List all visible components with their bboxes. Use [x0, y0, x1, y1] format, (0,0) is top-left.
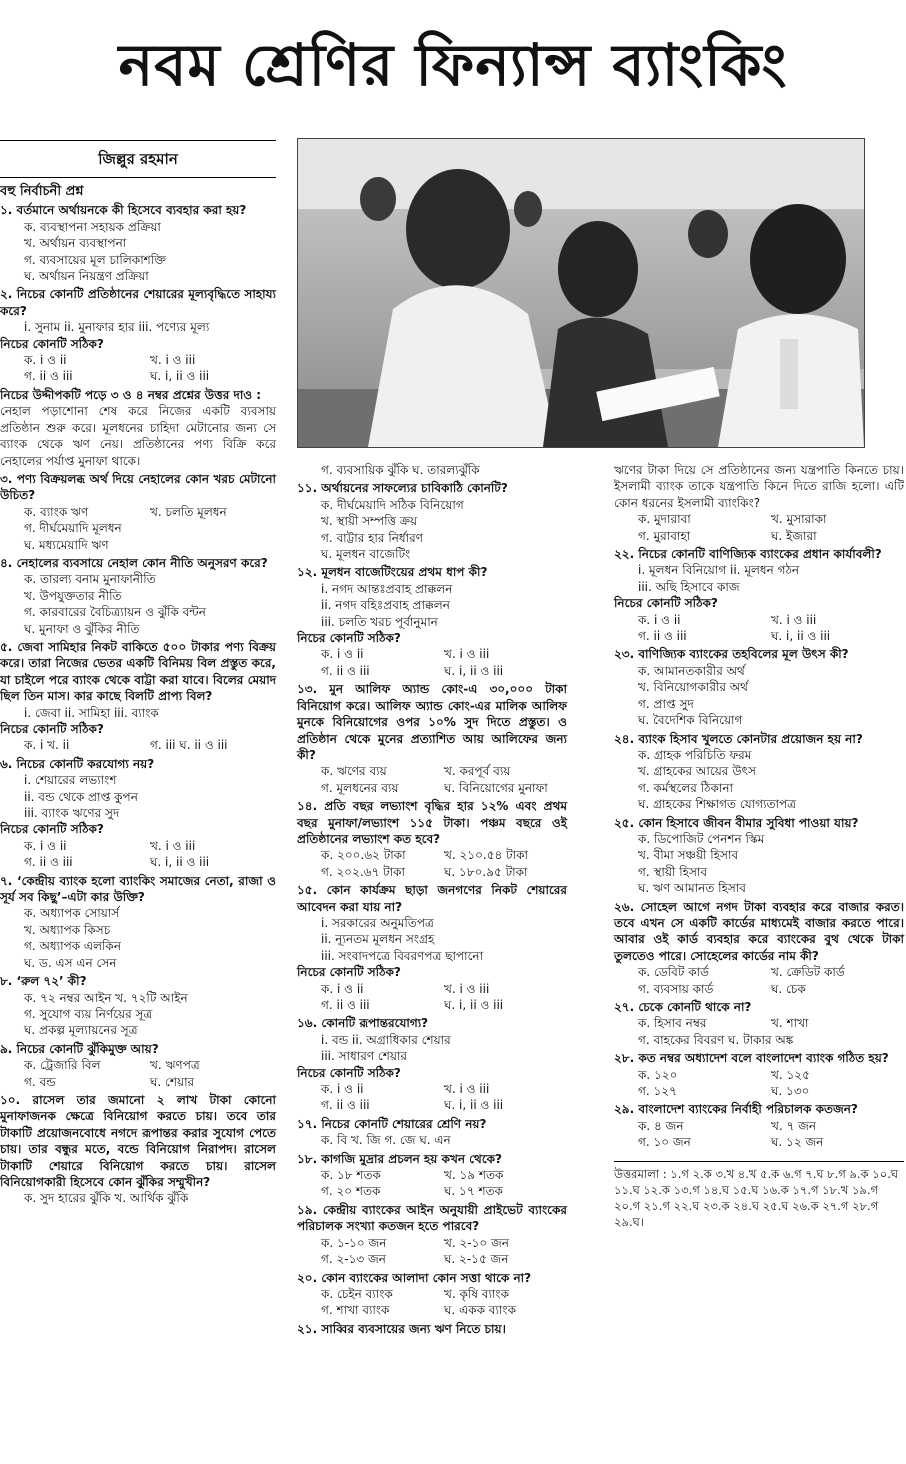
option-row — [297, 1302, 567, 1318]
option: খ. চলতি মূলধন — [150, 504, 227, 519]
question-text: ১৯. কেন্দ্রীয় ব্যাংকের আইন অনুযায়ী প্রাইভেট ব্যাংকের পরিচালক সংখ্যা কতজন হতে পারবে? — [297, 1202, 567, 1234]
option: ঘ. চেক — [771, 981, 806, 996]
question-block — [297, 1321, 567, 1337]
option: ঘ. বৈদেশিক বিনিয়োগ — [638, 713, 743, 728]
option-row — [614, 528, 904, 544]
question-prompt: নিচের কোনটি সঠিক? — [0, 822, 104, 837]
option: ক. i ও ii — [638, 612, 681, 627]
statement: i. মূলধন বিনিয়োগ ii. মূলধন গঠন — [638, 563, 800, 578]
question-text: ৪. নেহালের ব্যবসায়ে নেহাল কোন নীতি অনুসরণ করে? — [0, 555, 268, 570]
statement: i. সুনাম ii. মুনাফার হার iii. পণ্যের মূল্য — [24, 320, 210, 335]
option: ক. ৪ জন — [638, 1118, 684, 1133]
question-block — [297, 480, 567, 562]
option-row — [297, 1167, 567, 1183]
option-row — [614, 511, 904, 527]
statement: iii. সাধারণ শেয়ার — [321, 1049, 408, 1064]
question-block — [297, 1202, 567, 1268]
option: ঘ. i, ii ও iii — [444, 1098, 504, 1113]
option: গ. ব্যবসায়ের মূল চালিকাশক্তি — [24, 252, 166, 267]
option-row — [614, 1015, 904, 1031]
question-text: ২৭. চেকে কোনটি থাকে না? — [614, 1000, 752, 1014]
option-row — [297, 1081, 567, 1097]
question-prompt: নিচের কোনটি সঠিক? — [297, 1065, 401, 1080]
option: ঘ. অর্থায়ন নিয়ন্ত্রণ প্রক্রিয়া — [24, 269, 149, 284]
option: ঘ. ১৩০ — [771, 1084, 810, 1099]
question-block — [614, 462, 904, 544]
question-block — [614, 999, 904, 1048]
question-block — [297, 462, 567, 478]
question-text: ৮. ‘রুল ৭২’ কী? — [0, 974, 87, 989]
option: খ. করপূর্ব ব্যয় — [444, 764, 511, 779]
option: ক. ১৮ শতক — [321, 1168, 381, 1183]
option: গ. শাখা ব্যাংক — [321, 1303, 390, 1318]
option-row — [0, 1057, 276, 1073]
question-block — [614, 546, 904, 644]
option: খ. ৭ জন — [771, 1118, 817, 1133]
option: ক. গ্রাহক পরিচিতি ফরম — [638, 747, 752, 762]
option: ক. হিসাব নম্বর — [638, 1016, 707, 1031]
option: গ. ২০২.৬৭ টাকা — [321, 864, 406, 879]
question-block — [0, 639, 276, 754]
statement: ii. ন্যূনতম মূলধন সংগ্রহ — [321, 932, 435, 947]
option-row — [297, 663, 567, 679]
question-text: ১৩. মুন আলিফ অ্যান্ড কোং-এ ৩০,০০০ টাকা বিনিয়োগ করে। আলিফ অ্যান্ড কোং-এর মালিক আলিফ মুনকে বিনিয়োগের ওপর ১০% সুদ দিতে প্রস্তুত। ও প্রতিষ্ঠান থেকে মুনের প্রত্যাশিত আয় আলিফের জন্য কী? — [297, 682, 567, 762]
option: ঘ. ইজারা — [771, 528, 817, 543]
statement: ii. নগদ বহিঃপ্রবাহ প্রাক্কলন — [321, 598, 450, 613]
question-prompt: নিচের কোনটি সঠিক? — [614, 596, 718, 611]
option: ঘ. i, ii ও iii — [444, 663, 504, 678]
question-block — [614, 815, 904, 897]
option: ঘ. ঋণ আমানত হিসাব — [638, 881, 746, 896]
question-block — [297, 1270, 567, 1319]
option: ক. ব্যাংক ঋণ — [24, 504, 89, 519]
question-text: নিচের উদ্দীপকটি পড়ে ৩ ও ৪ নম্বর প্রশ্নের উত্তর দাও : — [0, 387, 262, 402]
option: ঘ. i, ii ও iii — [150, 855, 210, 870]
option: ঘ. ১৮০.৯৫ টাকা — [444, 864, 528, 879]
option: ঘ. একক ব্যাংক — [444, 1303, 516, 1318]
question-text: ২৩. বাণিজ্যিক ব্যাংকের তহবিলের মূল উৎস কী? — [614, 647, 849, 662]
option-row — [0, 1074, 276, 1090]
option: খ. i ও iii — [444, 1082, 490, 1097]
option: গ. ii ও iii — [638, 629, 687, 644]
option: ক. i ও ii — [321, 981, 364, 996]
question-text: ১. বর্তমানে অর্থায়নকে কী হিসেবে ব্যবহার করা হয়? — [0, 203, 247, 218]
option: ঘ. i, ii ও iii — [150, 369, 210, 384]
option: গ. iii ঘ. ii ও iii — [150, 738, 228, 753]
option-row — [0, 352, 276, 368]
question-block — [0, 756, 276, 871]
column-3 — [614, 460, 904, 1230]
option-row — [297, 981, 567, 997]
option: খ. ক্রেডিট কার্ড — [771, 965, 845, 980]
option: ক. আমানতকারীর অর্থ — [638, 663, 745, 678]
question-text: ৫. জেবা সামিহার নিকট বাকিতে ৫০০ টাকার পণ্য বিক্রয় করে। তারা নিজের ভেতর একটি বিনিময় বিল প্রস্তুত করে, যা চাইলে পরে ব্যাংক থেকে বাট্টা করা যাবে। বিলের মেয়াদ ছিল তিন মাস। কার কাছে বিলটি প্রাপ্য বিল? — [0, 639, 276, 704]
question-block — [0, 286, 276, 384]
option-row — [297, 1251, 567, 1267]
option: খ. ২-১০ জন — [444, 1235, 509, 1250]
question-text: ১৮. কাগজি মুদ্রার প্রচলন হয় কখন থেকে? — [297, 1151, 502, 1166]
option-row — [297, 1097, 567, 1113]
column-1 — [0, 140, 276, 1207]
question-block — [614, 646, 904, 728]
page-title: নবম শ্রেণির ফিন্যান্স ব্যাংকিং — [118, 31, 788, 99]
option: ক. ব্যবস্থাপনা সহায়ক প্রক্রিয়া — [24, 219, 161, 234]
question-block — [614, 1101, 904, 1150]
question-block — [0, 387, 276, 469]
option: গ. ii ও iii — [321, 998, 370, 1012]
option: গ. ১২৭ — [638, 1084, 677, 1099]
option: ঘ. ১৭ শতক — [444, 1184, 503, 1199]
option: গ. কর্মস্থলের ঠিকানা — [638, 780, 734, 795]
option-row — [0, 838, 276, 854]
option: ক. মুদারাবা — [638, 512, 691, 527]
option: ক. চেইন ব্যাংক — [321, 1286, 393, 1301]
option: খ. বিনিয়োগকারীর অর্থ — [638, 680, 748, 695]
option: গ. ২০ শতক — [321, 1184, 381, 1199]
option: খ. স্থায়ী সম্পত্তি ক্রয় — [321, 514, 418, 529]
statement: ii. বন্ড থেকে প্রাপ্ত কুপন — [24, 789, 138, 804]
option: ঘ. শেয়ার — [150, 1074, 195, 1089]
option: খ. উপযুক্ততার নীতি — [24, 588, 122, 603]
option: খ. ২১০.৫৪ টাকা — [444, 848, 528, 863]
option: গ. ১০ জন — [638, 1135, 691, 1150]
option: গ. মূলধনের ব্যয় — [321, 780, 399, 795]
option-row — [297, 1286, 567, 1302]
option-row — [614, 628, 904, 644]
option: খ. ১২৫ — [771, 1067, 810, 1082]
question-text: ২১. সাব্বির ব্যবসায়ের জন্য ঋণ নিতে চায়। — [297, 1321, 506, 1336]
option: গ. বাট্টার হার নির্ধারণ — [321, 530, 423, 545]
option: ক. i খ. ii — [24, 738, 70, 753]
option-row — [614, 612, 904, 628]
option-row — [0, 854, 276, 870]
exam-hall-photo-image — [298, 139, 864, 447]
option-row — [614, 964, 904, 980]
answer-key: উত্তরমালা : ১.গ ২.ক ৩.খ ৪.খ ৫.ক ৬.গ ৭.ঘ ৮.গ ৯.ক ১০.ঘ ১১.ঘ ১২.ক ১৩.গ ১৪.ঘ ১৫.ঘ ১৬.ক ১৭.গ ১৮.খ ১৯.গ ২০.গ ২১.গ ২২.ঘ ২৩.ক ২৪.ঘ ২৫.ঘ ২৬.ক ২৭.গ ২৮.গ ২৯.ঘ। — [614, 1161, 904, 1230]
option: খ. i ও iii — [444, 647, 490, 662]
option: ক. ১২০ — [638, 1067, 678, 1082]
option: গ. ব্যবসায় কার্ড — [638, 981, 714, 996]
option: ঘ. গ্রাহকের শিক্ষাগত যোগ্যতাপত্র — [638, 797, 796, 812]
option-row — [0, 504, 276, 520]
option: খ. i ও iii — [771, 612, 817, 627]
statement: iii. ব্যাংক ঋণের সুদ — [24, 806, 120, 821]
question-text: ২৯. বাংলাদেশ ব্যাংকের নির্বাহী পরিচালক কতজন? — [614, 1102, 858, 1117]
option: ক. বি খ. জি গ. জে ঘ. এন — [321, 1133, 451, 1148]
option: খ. গ্রাহকের আয়ের উৎস — [638, 764, 756, 779]
statement: iii. সংবাদপত্রে বিবরণপত্র ছাপানো — [321, 948, 484, 963]
option: খ. i ও iii — [444, 981, 490, 996]
option: ঘ. ২-১৫ জন — [444, 1252, 509, 1267]
option: খ. i ও iii — [150, 353, 196, 368]
option-row — [0, 368, 276, 384]
option-row — [297, 1235, 567, 1251]
option: ঘ. মধ্যমেয়াদি ঋণ — [24, 537, 109, 552]
option-row — [297, 997, 567, 1013]
option: ক. ২০০.৬২ টাকা — [321, 848, 406, 863]
statement: i. বন্ড ii. অগ্রাধিকার শেয়ার — [321, 1032, 451, 1047]
option: গ. বন্ড — [24, 1074, 56, 1089]
option: খ. শাখা — [771, 1016, 809, 1031]
option-row — [297, 780, 567, 796]
option: ক. সুদ হারের ঝুঁকি খ. আর্থিক ঝুঁকি — [24, 1191, 189, 1206]
statement: i. শেয়ারের লভ্যাংশ — [24, 773, 117, 788]
option-row — [614, 1118, 904, 1134]
option: ঘ. ড. এস এন সেন — [24, 955, 117, 970]
question-block — [614, 731, 904, 813]
question-text: ১৭. নিচের কোনটি শেয়ারের শ্রেণি নয়? — [297, 1116, 487, 1131]
question-text: ১৬. কোনটি রূপান্তরযোগ্য? — [297, 1016, 429, 1031]
option: গ. প্রাপ্ত সুদ — [638, 696, 694, 711]
statement: i. সরকারের অনুমতিপত্র — [321, 915, 434, 930]
option: গ. মুরাবাহা — [638, 528, 691, 543]
question-text: ৩. পণ্য বিক্রয়লব্ধ অর্থ দিয়ে নেহালের কোন খরচ মেটানো উচিত? — [0, 471, 276, 503]
section-heading: বহু নির্বাচনী প্রশ্ন — [0, 184, 84, 199]
option: ক. i ও ii — [24, 838, 67, 853]
option-row — [614, 1067, 904, 1083]
statement: iii. চলতি খরচ পূর্বানুমান — [321, 614, 438, 629]
question-block — [297, 1015, 567, 1113]
question-text: ২০. কোন ব্যাংকের আলাদা কোন সত্তা থাকে না? — [297, 1270, 532, 1285]
option: ঘ. ১২ জন — [771, 1135, 824, 1150]
option: গ. ii ও iii — [321, 663, 370, 678]
statement: i. জেবা ii. সামিহা iii. ব্যাংক — [24, 705, 159, 720]
option: গ. ii ও iii — [24, 369, 73, 384]
option: খ. অর্থায়ন ব্যবস্থাপনা — [24, 236, 127, 251]
option: ক. অধ্যাপক সোয়ার্স — [24, 906, 120, 921]
option: ঘ. i, ii ও iii — [444, 998, 504, 1012]
question-text: ১০. রাসেল তার জমানো ২ লাখ টাকা কোনো মুনাফাজনক ক্ষেত্রে বিনিয়োগ করতে চায়। তবে তার টাকাটি প্রয়োজনবোধে নগদে রূপান্তর করার সুযোগ পেতে চায়। তার বন্ধুর মতে, বন্ডে বিনিয়োগ নিরাপদ। রাসেল টাকাটি শেয়ারে বিনিয়োগ করতে চায়। রাসেল বিনিয়োগকারী হিসেবে কোন ঝুঁকির সম্মুখীন? — [0, 1092, 276, 1189]
exam-hall-photo — [297, 138, 865, 448]
column-2 — [297, 460, 567, 1337]
option: গ. ii ও iii — [24, 855, 73, 870]
question-text: ১১. অর্থায়নের সাফল্যের চাবিকাঠি কোনটি? — [297, 481, 508, 496]
option: ঘ. প্রকল্প মূল্যায়নের সূত্র — [24, 1023, 138, 1038]
option: ক. ১-১০ জন — [321, 1235, 387, 1250]
question-text: ২৮. কত নম্বর অধ্যাদেশ বলে বাংলাদেশ ব্যাংক গঠিত হয়? — [614, 1051, 889, 1066]
option-row — [297, 646, 567, 662]
option-row — [297, 864, 567, 880]
question-text: ২৬. সোহেল আগে নগদ টাকা ব্যবহার করে বাজার করত। তবে এখন সে একটি কার্ডের মাধ্যমেই বাজার করতে পারে। আবার ওই কার্ড ব্যবহার করে ব্যাংকের বুথ থেকে টাকা তুলতেও পারে। সোহেলের কার্ডের নাম কী? — [614, 899, 904, 963]
option-row — [0, 737, 276, 753]
question-text: ১৪. প্রতি বছর লভ্যাংশ বৃদ্ধির হার ১২% এবং প্রথম বছর মুনাফা/লভ্যাংশ ১১৫ টাকা। পঞ্চম বছরে ওই প্রতিষ্ঠানের লভ্যাংশ কত হবে? — [297, 799, 567, 846]
option: গ. কারবারের বৈচিত্র্যায়ন ও ঝুঁকি বন্টন — [24, 605, 206, 620]
option: খ. ১৯ শতক — [444, 1168, 504, 1183]
question-block — [297, 1116, 567, 1149]
question-block — [0, 1092, 276, 1207]
option: ক. তারল্য বনাম মুনাফানীতি — [24, 572, 156, 587]
stimulus-paragraph: ঋণের টাকা দিয়ে সে প্রতিষ্ঠানের জন্য যন্ত্রপাতি কিনতে চায়। ইসলামী ব্যাংক তাকে যন্ত্রপাতি কিনে দিতে রাজি হলো। এটি কোন ধরনের ইসলামী ব্যাংকিং? — [614, 463, 904, 510]
question-block — [0, 973, 276, 1039]
option-row — [614, 981, 904, 997]
question-text: ১৫. কোন কার্যক্রম ছাড়া জনগণের নিকট শেয়ারের আবেদন করা যায় না? — [297, 883, 567, 914]
question-prompt: নিচের কোনটি সঠিক? — [0, 722, 104, 736]
option: গ. অধ্যাপক এলকিন — [24, 939, 121, 954]
option: ঘ. বিনিয়োগের মুনাফা — [444, 780, 548, 795]
option: ক. ট্রেজারি বিল — [24, 1058, 101, 1073]
question-block — [297, 882, 567, 1013]
question-text: ২. নিচের কোনটি প্রতিষ্ঠানের শেয়ারের মূল্যবৃদ্ধিতে সাহায্য করে? — [0, 287, 276, 318]
option: ঘ. মুনাফা ও ঝুঁকির নীতি — [24, 621, 140, 636]
option: গ. বাহকের বিবরণ ঘ. টাকার অঙ্ক — [638, 1032, 794, 1047]
option: ক. i ও ii — [321, 1082, 364, 1097]
option: গ. ব্যবসায়িক ঝুঁকি ঘ. তারল্যঝুঁকি — [321, 463, 480, 477]
question-block — [0, 471, 276, 553]
question-block — [297, 564, 567, 679]
option: খ. মুসারাকা — [771, 512, 827, 527]
question-block — [0, 1041, 276, 1090]
option: ঘ. মূলধন বাজেটিং — [321, 547, 411, 562]
question-text: ২৫. কোন হিসাবে জীবন বীমার সুবিধা পাওয়া যায়? — [614, 815, 859, 830]
question-block — [614, 899, 904, 997]
option-row — [297, 1183, 567, 1199]
statement: iii. অছি হিসাবে কাজ — [638, 579, 740, 594]
option: ক. i ও ii — [24, 353, 67, 368]
option: ক. ডিপোজিট পেনশন স্কিম — [638, 831, 765, 846]
author-byline: জিল্লুর রহমান — [0, 140, 276, 178]
question-text: ৬. নিচের কোনটি করযোগ্য নয়? — [0, 756, 155, 771]
question-prompt: নিচের কোনটি সঠিক? — [297, 631, 401, 646]
question-block — [0, 873, 276, 971]
option-row — [614, 1083, 904, 1099]
option: গ. সুযোগ ব্যয় নির্ণয়ের সূত্র — [24, 1006, 153, 1021]
option: ঘ. i, ii ও iii — [771, 629, 831, 644]
option: ক. ৭২ নম্বর আইন খ. ৭২টি আইন — [24, 990, 188, 1005]
stimulus-paragraph: নেহাল পড়াশোনা শেষ করে নিজের একটি ব্যবসায় প্রতিষ্ঠান শুরু করে। মূলধনের চাহিদা মেটানোর জন্য সে ব্যাংক থেকে ঋণ নেয়। প্রতিষ্ঠানের পণ্য বিক্রি করে নেহালের পর্যাপ্ত মুনাফা থাকে। — [0, 404, 276, 468]
question-text: ১২. মূলধন বাজেটিংয়ের প্রথম ধাপ কী? — [297, 565, 488, 580]
question-text: ২৪. ব্যাংক হিসাব খুলতে কোনটার প্রয়োজন হয় না? — [614, 731, 863, 746]
option: গ. ii ও iii — [321, 1098, 370, 1113]
statement: i. নগদ আন্তঃপ্রবাহ প্রাক্কলন — [321, 581, 453, 596]
question-block — [614, 1050, 904, 1099]
question-block — [297, 798, 567, 880]
option-row — [297, 763, 567, 779]
option: ক. ডেবিট কার্ড — [638, 965, 709, 980]
question-text: ৭. ‘কেন্দ্রীয় ব্যাংক হলো ব্যাংকিং সমাজের নেতা, রাজা ও সূর্য সব কিছু’–এটা কার উক্তি? — [0, 873, 276, 905]
option: গ. ২-১৩ জন — [321, 1252, 386, 1267]
option-row — [614, 1134, 904, 1150]
question-block — [0, 555, 276, 637]
question-block — [297, 1151, 567, 1200]
option-row — [297, 847, 567, 863]
option: ক. i ও ii — [321, 647, 364, 662]
option: ক. দীর্ঘমেয়াদি সঠিক বিনিয়োগ — [321, 497, 464, 512]
question-block — [297, 681, 567, 796]
question-prompt: নিচের কোনটি সঠিক? — [0, 336, 104, 351]
option: গ. দীর্ঘমেয়াদি মূলধন — [24, 521, 122, 536]
option: খ. i ও iii — [150, 838, 196, 853]
question-prompt: নিচের কোনটি সঠিক? — [297, 965, 401, 980]
option: খ. অধ্যাপক কিসচ — [24, 922, 111, 937]
question-text: ৯. নিচের কোনটি ঝুঁকিমুক্ত আয়? — [0, 1041, 159, 1056]
option: খ. কৃষি ব্যাংক — [444, 1286, 509, 1301]
option: গ. স্থায়ী হিসাব — [638, 864, 708, 879]
option: খ. ঋণপত্র — [150, 1058, 200, 1073]
question-block — [0, 202, 276, 284]
question-text: ২২. নিচের কোনটি বাণিজ্যিক ব্যাংকের প্রধান কার্যাবলী? — [614, 547, 882, 562]
option: ক. ঋণের ব্যয় — [321, 764, 387, 779]
option: খ. বীমা সঞ্চয়ী হিসাব — [638, 848, 739, 863]
